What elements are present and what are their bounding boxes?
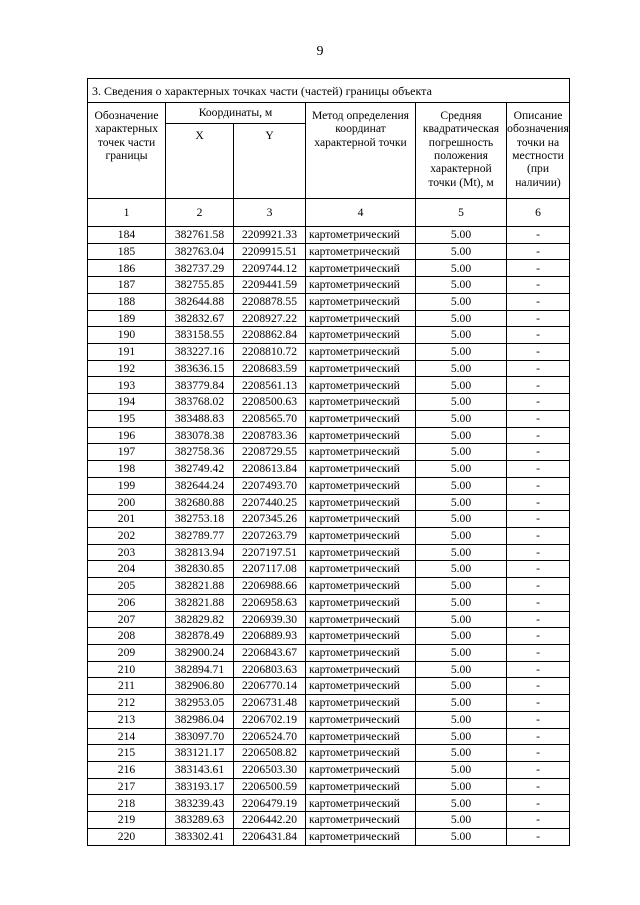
header-y: Y xyxy=(234,124,306,199)
table-row xyxy=(88,628,570,645)
table-body xyxy=(88,227,570,846)
description-cell: - xyxy=(507,628,570,645)
description-cell: - xyxy=(507,277,570,294)
description-cell: - xyxy=(507,578,570,595)
method-cell: картометрический xyxy=(306,410,416,427)
description-cell: - xyxy=(507,695,570,712)
error-cell: 5.00 xyxy=(416,243,507,260)
x-coordinate-cell: 382813.94 xyxy=(166,544,234,561)
y-coordinate-cell: 2208862.84 xyxy=(234,327,306,344)
method-cell: картометрический xyxy=(306,494,416,511)
method-cell: картометрический xyxy=(306,344,416,361)
method-cell: картометрический xyxy=(306,427,416,444)
y-coordinate-cell: 2208729.55 xyxy=(234,444,306,461)
method-cell: картометрический xyxy=(306,260,416,277)
x-coordinate-cell: 382829.82 xyxy=(166,611,234,628)
x-coordinate-cell: 383143.61 xyxy=(166,762,234,779)
method-cell: картометрический xyxy=(306,795,416,812)
description-cell: - xyxy=(507,243,570,260)
description-cell: - xyxy=(507,360,570,377)
method-cell: картометрический xyxy=(306,360,416,377)
point-id-cell: 216 xyxy=(88,762,166,779)
description-cell: - xyxy=(507,427,570,444)
error-cell: 5.00 xyxy=(416,594,507,611)
table-row xyxy=(88,427,570,444)
method-cell: картометрический xyxy=(306,444,416,461)
point-id-cell: 210 xyxy=(88,661,166,678)
description-cell: - xyxy=(507,527,570,544)
error-cell: 5.00 xyxy=(416,812,507,829)
y-coordinate-cell: 2207263.79 xyxy=(234,527,306,544)
table-row xyxy=(88,728,570,745)
point-id-cell: 198 xyxy=(88,461,166,478)
x-coordinate-cell: 382986.04 xyxy=(166,711,234,728)
table-row xyxy=(88,778,570,795)
method-cell: картометрический xyxy=(306,277,416,294)
description-cell: - xyxy=(507,594,570,611)
table-row xyxy=(88,828,570,845)
error-cell: 5.00 xyxy=(416,695,507,712)
error-cell: 5.00 xyxy=(416,511,507,528)
table-row xyxy=(88,243,570,260)
error-cell: 5.00 xyxy=(416,728,507,745)
x-coordinate-cell: 382755.85 xyxy=(166,277,234,294)
x-coordinate-cell: 382644.88 xyxy=(166,293,234,310)
table-row xyxy=(88,678,570,695)
error-cell: 5.00 xyxy=(416,410,507,427)
column-number: 6 xyxy=(507,199,570,227)
x-coordinate-cell: 382953.05 xyxy=(166,695,234,712)
error-cell: 5.00 xyxy=(416,644,507,661)
method-cell: картометрический xyxy=(306,377,416,394)
description-cell: - xyxy=(507,728,570,745)
table-row xyxy=(88,410,570,427)
table-row xyxy=(88,293,570,310)
description-cell: - xyxy=(507,344,570,361)
error-cell: 5.00 xyxy=(416,461,507,478)
y-coordinate-cell: 2208683.59 xyxy=(234,360,306,377)
point-id-cell: 209 xyxy=(88,644,166,661)
description-cell: - xyxy=(507,561,570,578)
method-cell: картометрический xyxy=(306,828,416,845)
point-id-cell: 191 xyxy=(88,344,166,361)
x-coordinate-cell: 382789.77 xyxy=(166,527,234,544)
error-cell: 5.00 xyxy=(416,527,507,544)
point-id-cell: 189 xyxy=(88,310,166,327)
y-coordinate-cell: 2206431.84 xyxy=(234,828,306,845)
y-coordinate-cell: 2206770.14 xyxy=(234,678,306,695)
description-cell: - xyxy=(507,711,570,728)
table-row xyxy=(88,544,570,561)
table-row xyxy=(88,661,570,678)
y-coordinate-cell: 2208783.36 xyxy=(234,427,306,444)
y-coordinate-cell: 2207493.70 xyxy=(234,477,306,494)
point-id-cell: 208 xyxy=(88,628,166,645)
x-coordinate-cell: 382758.36 xyxy=(166,444,234,461)
section-title-row xyxy=(88,79,570,103)
description-cell: - xyxy=(507,828,570,845)
point-id-cell: 219 xyxy=(88,812,166,829)
point-id-cell: 194 xyxy=(88,394,166,411)
point-id-cell: 211 xyxy=(88,678,166,695)
table-row xyxy=(88,594,570,611)
x-coordinate-cell: 383488.83 xyxy=(166,410,234,427)
error-cell: 5.00 xyxy=(416,578,507,595)
point-id-cell: 215 xyxy=(88,745,166,762)
method-cell: картометрический xyxy=(306,394,416,411)
y-coordinate-cell: 2209915.51 xyxy=(234,243,306,260)
column-number: 2 xyxy=(166,199,234,227)
x-coordinate-cell: 383302.41 xyxy=(166,828,234,845)
point-id-cell: 202 xyxy=(88,527,166,544)
x-coordinate-cell: 382900.24 xyxy=(166,644,234,661)
error-cell: 5.00 xyxy=(416,227,507,244)
table-row xyxy=(88,611,570,628)
method-cell: картометрический xyxy=(306,227,416,244)
header-method: Метод определения координат характерной точки xyxy=(306,103,416,199)
table-row xyxy=(88,695,570,712)
error-cell: 5.00 xyxy=(416,310,507,327)
y-coordinate-cell: 2206803.63 xyxy=(234,661,306,678)
column-numbers-row xyxy=(88,199,570,227)
error-cell: 5.00 xyxy=(416,544,507,561)
point-id-cell: 206 xyxy=(88,594,166,611)
description-cell: - xyxy=(507,260,570,277)
method-cell: картометрический xyxy=(306,812,416,829)
method-cell: картометрический xyxy=(306,611,416,628)
table-row xyxy=(88,461,570,478)
column-number: 4 xyxy=(306,199,416,227)
column-number: 5 xyxy=(416,199,507,227)
table-row xyxy=(88,344,570,361)
point-id-cell: 190 xyxy=(88,327,166,344)
point-id-cell: 188 xyxy=(88,293,166,310)
point-id-cell: 203 xyxy=(88,544,166,561)
description-cell: - xyxy=(507,444,570,461)
method-cell: картометрический xyxy=(306,594,416,611)
error-cell: 5.00 xyxy=(416,711,507,728)
description-cell: - xyxy=(507,227,570,244)
table-row xyxy=(88,327,570,344)
method-cell: картометрический xyxy=(306,310,416,327)
point-id-cell: 213 xyxy=(88,711,166,728)
method-cell: картометрический xyxy=(306,293,416,310)
y-coordinate-cell: 2206988.66 xyxy=(234,578,306,595)
error-cell: 5.00 xyxy=(416,778,507,795)
y-coordinate-cell: 2206500.59 xyxy=(234,778,306,795)
point-id-cell: 199 xyxy=(88,477,166,494)
description-cell: - xyxy=(507,394,570,411)
point-id-cell: 197 xyxy=(88,444,166,461)
method-cell: картометрический xyxy=(306,661,416,678)
method-cell: картометрический xyxy=(306,762,416,779)
x-coordinate-cell: 382749.42 xyxy=(166,461,234,478)
method-cell: картометрический xyxy=(306,477,416,494)
error-cell: 5.00 xyxy=(416,477,507,494)
x-coordinate-cell: 383636.15 xyxy=(166,360,234,377)
y-coordinate-cell: 2208613.84 xyxy=(234,461,306,478)
error-cell: 5.00 xyxy=(416,360,507,377)
x-coordinate-cell: 383239.43 xyxy=(166,795,234,812)
method-cell: картометрический xyxy=(306,678,416,695)
x-coordinate-cell: 382821.88 xyxy=(166,578,234,595)
description-cell: - xyxy=(507,644,570,661)
point-id-cell: 200 xyxy=(88,494,166,511)
method-cell: картометрический xyxy=(306,711,416,728)
method-cell: картометрический xyxy=(306,728,416,745)
y-coordinate-cell: 2208878.55 xyxy=(234,293,306,310)
point-id-cell: 201 xyxy=(88,511,166,528)
error-cell: 5.00 xyxy=(416,394,507,411)
x-coordinate-cell: 383097.70 xyxy=(166,728,234,745)
error-cell: 5.00 xyxy=(416,293,507,310)
point-id-cell: 195 xyxy=(88,410,166,427)
y-coordinate-cell: 2206442.20 xyxy=(234,812,306,829)
y-coordinate-cell: 2206479.19 xyxy=(234,795,306,812)
table-row xyxy=(88,444,570,461)
point-id-cell: 218 xyxy=(88,795,166,812)
error-cell: 5.00 xyxy=(416,745,507,762)
description-cell: - xyxy=(507,327,570,344)
y-coordinate-cell: 2208561.13 xyxy=(234,377,306,394)
error-cell: 5.00 xyxy=(416,628,507,645)
error-cell: 5.00 xyxy=(416,377,507,394)
method-cell: картометрический xyxy=(306,511,416,528)
description-cell: - xyxy=(507,762,570,779)
method-cell: картометрический xyxy=(306,527,416,544)
table-row xyxy=(88,494,570,511)
x-coordinate-cell: 383289.63 xyxy=(166,812,234,829)
column-number: 3 xyxy=(234,199,306,227)
method-cell: картометрический xyxy=(306,561,416,578)
x-coordinate-cell: 383078.38 xyxy=(166,427,234,444)
y-coordinate-cell: 2206731.48 xyxy=(234,695,306,712)
point-id-cell: 220 xyxy=(88,828,166,845)
table-row xyxy=(88,277,570,294)
column-number: 1 xyxy=(88,199,166,227)
method-cell: картометрический xyxy=(306,243,416,260)
error-cell: 5.00 xyxy=(416,661,507,678)
y-coordinate-cell: 2206524.70 xyxy=(234,728,306,745)
method-cell: картометрический xyxy=(306,461,416,478)
y-coordinate-cell: 2207440.25 xyxy=(234,494,306,511)
description-cell: - xyxy=(507,461,570,478)
header-error: Средняя квадратическая погрешность положения характерной точки (Mt), м xyxy=(416,103,507,199)
table-row xyxy=(88,561,570,578)
y-coordinate-cell: 2207345.26 xyxy=(234,511,306,528)
table-row xyxy=(88,711,570,728)
table-row xyxy=(88,310,570,327)
description-cell: - xyxy=(507,494,570,511)
method-cell: картометрический xyxy=(306,578,416,595)
header-row xyxy=(88,103,570,124)
point-id-cell: 217 xyxy=(88,778,166,795)
header-description: Описание обозначения точки на местности (при наличии) xyxy=(507,103,570,199)
point-id-cell: 196 xyxy=(88,427,166,444)
error-cell: 5.00 xyxy=(416,344,507,361)
y-coordinate-cell: 2207197.51 xyxy=(234,544,306,561)
y-coordinate-cell: 2207117.08 xyxy=(234,561,306,578)
x-coordinate-cell: 383158.55 xyxy=(166,327,234,344)
table-row xyxy=(88,527,570,544)
table-row xyxy=(88,377,570,394)
x-coordinate-cell: 382737.29 xyxy=(166,260,234,277)
y-coordinate-cell: 2206889.93 xyxy=(234,628,306,645)
x-coordinate-cell: 382644.24 xyxy=(166,477,234,494)
table-row xyxy=(88,745,570,762)
table-row xyxy=(88,644,570,661)
y-coordinate-cell: 2206508.82 xyxy=(234,745,306,762)
description-cell: - xyxy=(507,377,570,394)
table-row xyxy=(88,227,570,244)
header-designation: Обозначение характерных точек части границы xyxy=(88,103,166,199)
x-coordinate-cell: 383121.17 xyxy=(166,745,234,762)
description-cell: - xyxy=(507,778,570,795)
description-cell: - xyxy=(507,611,570,628)
y-coordinate-cell: 2208927.22 xyxy=(234,310,306,327)
description-cell: - xyxy=(507,511,570,528)
point-id-cell: 207 xyxy=(88,611,166,628)
y-coordinate-cell: 2206702.19 xyxy=(234,711,306,728)
point-id-cell: 186 xyxy=(88,260,166,277)
table-row xyxy=(88,578,570,595)
point-id-cell: 193 xyxy=(88,377,166,394)
x-coordinate-cell: 382753.18 xyxy=(166,511,234,528)
method-cell: картометрический xyxy=(306,695,416,712)
description-cell: - xyxy=(507,310,570,327)
method-cell: картометрический xyxy=(306,628,416,645)
method-cell: картометрический xyxy=(306,544,416,561)
error-cell: 5.00 xyxy=(416,427,507,444)
point-id-cell: 185 xyxy=(88,243,166,260)
error-cell: 5.00 xyxy=(416,444,507,461)
description-cell: - xyxy=(507,410,570,427)
y-coordinate-cell: 2209744.12 xyxy=(234,260,306,277)
x-coordinate-cell: 382830.85 xyxy=(166,561,234,578)
y-coordinate-cell: 2208565.70 xyxy=(234,410,306,427)
x-coordinate-cell: 382832.67 xyxy=(166,310,234,327)
x-coordinate-cell: 383227.16 xyxy=(166,344,234,361)
point-id-cell: 204 xyxy=(88,561,166,578)
x-coordinate-cell: 382761.58 xyxy=(166,227,234,244)
error-cell: 5.00 xyxy=(416,828,507,845)
y-coordinate-cell: 2206503.30 xyxy=(234,762,306,779)
x-coordinate-cell: 382763.04 xyxy=(166,243,234,260)
point-id-cell: 184 xyxy=(88,227,166,244)
description-cell: - xyxy=(507,795,570,812)
error-cell: 5.00 xyxy=(416,494,507,511)
y-coordinate-cell: 2209921.33 xyxy=(234,227,306,244)
description-cell: - xyxy=(507,661,570,678)
point-id-cell: 187 xyxy=(88,277,166,294)
description-cell: - xyxy=(507,812,570,829)
section-title: 3. Сведения о характерных точках части (частей) границы объекта xyxy=(88,79,570,103)
error-cell: 5.00 xyxy=(416,277,507,294)
table-row xyxy=(88,762,570,779)
table-row xyxy=(88,360,570,377)
point-id-cell: 212 xyxy=(88,695,166,712)
y-coordinate-cell: 2208810.72 xyxy=(234,344,306,361)
header-x: X xyxy=(166,124,234,199)
error-cell: 5.00 xyxy=(416,561,507,578)
x-coordinate-cell: 382680.88 xyxy=(166,494,234,511)
table-row xyxy=(88,394,570,411)
description-cell: - xyxy=(507,293,570,310)
point-id-cell: 214 xyxy=(88,728,166,745)
description-cell: - xyxy=(507,678,570,695)
description-cell: - xyxy=(507,544,570,561)
x-coordinate-cell: 382821.88 xyxy=(166,594,234,611)
error-cell: 5.00 xyxy=(416,795,507,812)
x-coordinate-cell: 382906.80 xyxy=(166,678,234,695)
table-row xyxy=(88,795,570,812)
table-row xyxy=(88,260,570,277)
point-id-cell: 192 xyxy=(88,360,166,377)
method-cell: картометрический xyxy=(306,327,416,344)
table-row xyxy=(88,812,570,829)
y-coordinate-cell: 2209441.59 xyxy=(234,277,306,294)
method-cell: картометрический xyxy=(306,778,416,795)
error-cell: 5.00 xyxy=(416,611,507,628)
point-id-cell: 205 xyxy=(88,578,166,595)
x-coordinate-cell: 382894.71 xyxy=(166,661,234,678)
table-row xyxy=(88,477,570,494)
y-coordinate-cell: 2206939.30 xyxy=(234,611,306,628)
description-cell: - xyxy=(507,477,570,494)
description-cell: - xyxy=(507,745,570,762)
table-row xyxy=(88,511,570,528)
error-cell: 5.00 xyxy=(416,678,507,695)
error-cell: 5.00 xyxy=(416,260,507,277)
method-cell: картометрический xyxy=(306,644,416,661)
x-coordinate-cell: 383768.02 xyxy=(166,394,234,411)
header-coordinates: Координаты, м xyxy=(166,103,306,124)
method-cell: картометрический xyxy=(306,745,416,762)
y-coordinate-cell: 2208500.63 xyxy=(234,394,306,411)
y-coordinate-cell: 2206958.63 xyxy=(234,594,306,611)
error-cell: 5.00 xyxy=(416,327,507,344)
x-coordinate-cell: 382878.49 xyxy=(166,628,234,645)
x-coordinate-cell: 383193.17 xyxy=(166,778,234,795)
y-coordinate-cell: 2206843.67 xyxy=(234,644,306,661)
boundary-points-table xyxy=(87,78,570,846)
page-number: 9 xyxy=(316,44,324,59)
x-coordinate-cell: 383779.84 xyxy=(166,377,234,394)
error-cell: 5.00 xyxy=(416,762,507,779)
